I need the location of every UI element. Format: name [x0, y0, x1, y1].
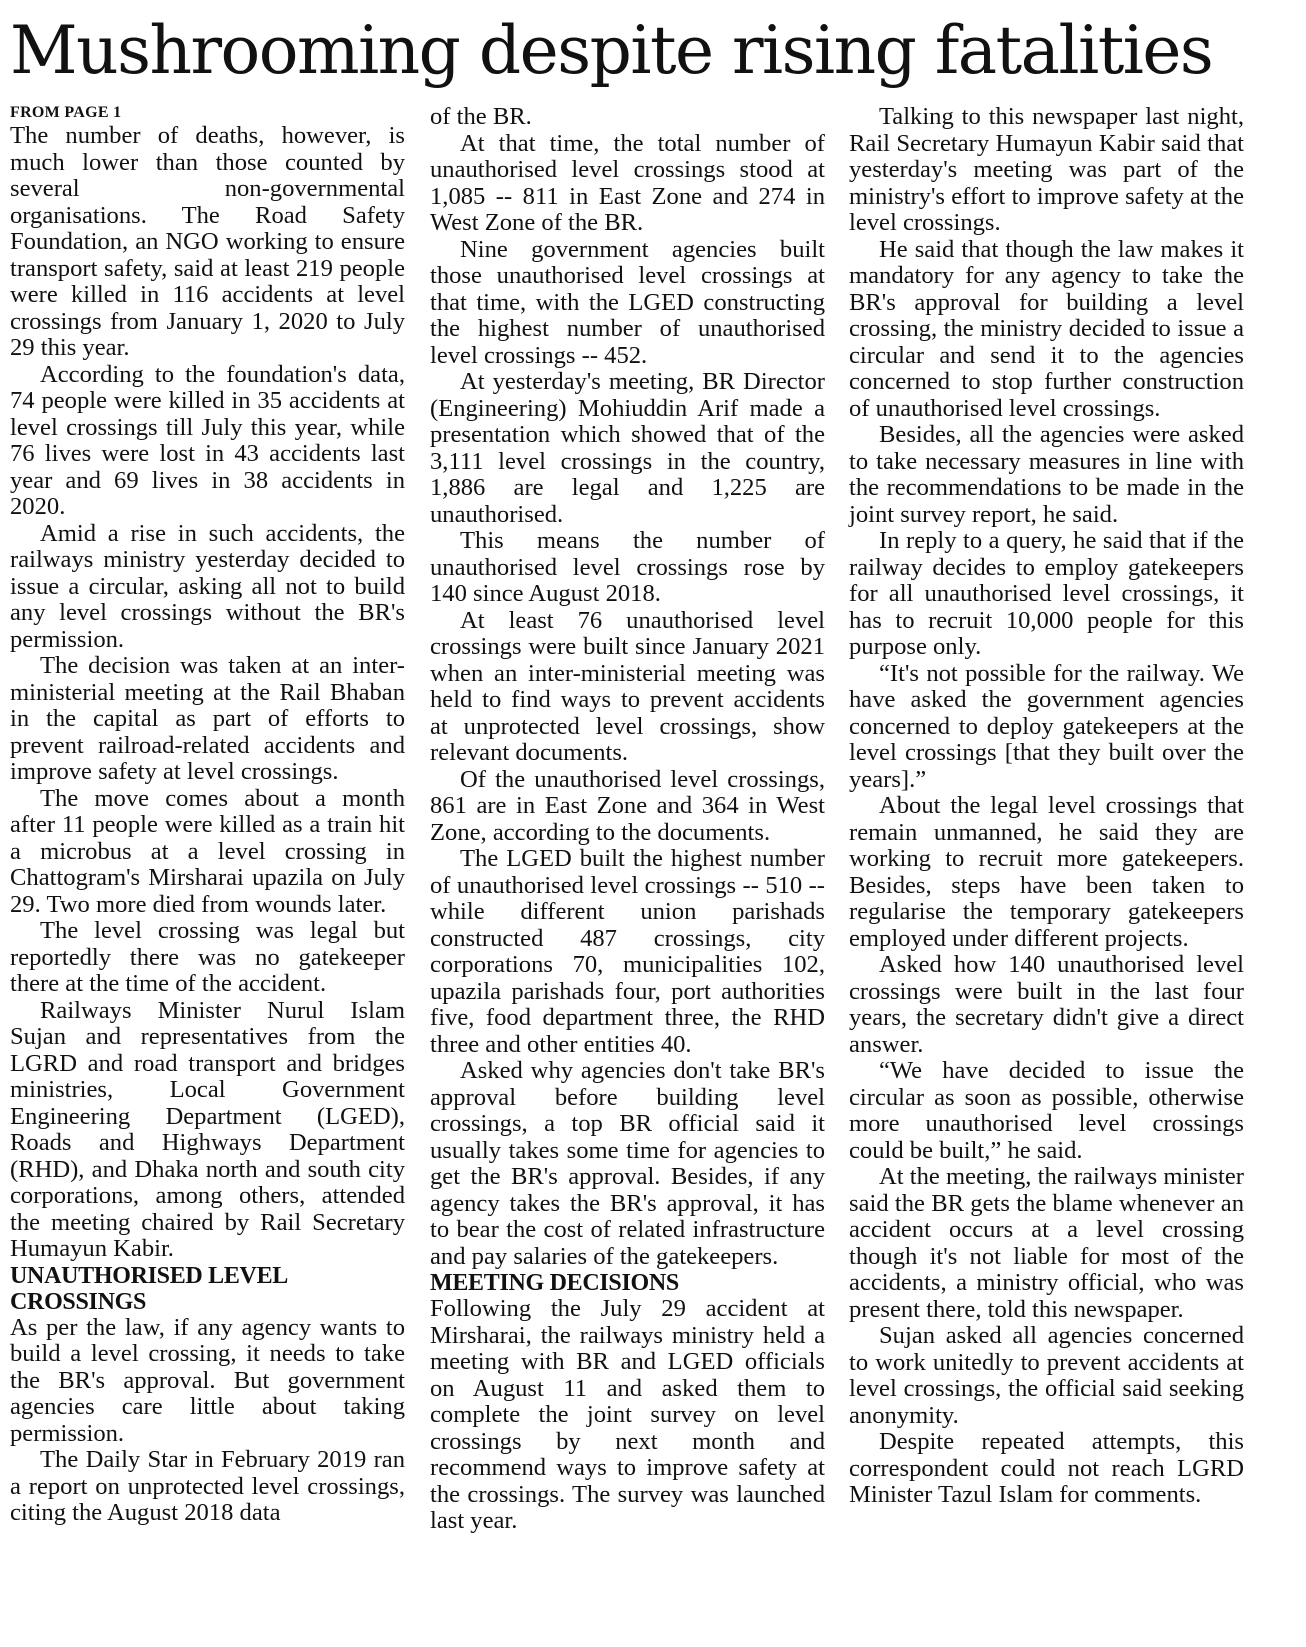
- paragraph: Asked how 140 unauthorised level crossings were built in the last four years, the secretary didn't give a direct answer.: [849, 951, 1244, 1058]
- paragraph: The LGED built the highest number of unauthorised level crossings -- 510 -- while different union parishads constructed 487 crossings, city corporations 70, municipalities 102, upazila parishads four, port authorities five, food department three, the RHD three and other entities 40.: [430, 845, 825, 1058]
- paragraph: Besides, all the agencies were asked to take necessary measures in line with the recommendations to be made in the joint survey report, he said.: [849, 421, 1244, 528]
- paragraph: In reply to a query, he said that if the railway decides to employ gatekeepers for all unauthorised level crossings, it has to recruit 10,000 people for this purpose only.: [849, 527, 1244, 660]
- paragraph: The Daily Star in February 2019 ran a report on unprotected level crossings, citing the August 2018 data: [10, 1446, 405, 1526]
- headline: Mushrooming despite rising fatalities: [10, 12, 1213, 89]
- paragraph: Railways Minister Nurul Islam Sujan and representatives from the LGRD and road transport and bridges ministries, Local Government Engineering Department (LGED), Roads and Highways Department (RHD), and Dhaka north and south city corporations, among others, attended the meeting chaired by Rail Secretary Humayun Kabir.: [10, 996, 405, 1262]
- paragraph: This means the number of unauthorised level crossings rose by 140 since August 2018.: [430, 527, 825, 607]
- paragraph: At that time, the total number of unauthorised level crossings stood at 1,085 -- 811 in East Zone and 274 in West Zone of the BR.: [430, 129, 825, 236]
- subhead-unauthorised-level-crossings: UNAUTHORISED LEVEL CROSSINGS: [10, 1262, 287, 1315]
- paragraph: He said that though the law makes it mandatory for any agency to take the BR's approval for building a level crossing, the ministry decided to issue a circular and send it to the agencies concerned to stop further construction of unauthorised level crossings.: [849, 235, 1244, 422]
- subhead-meeting-decisions: MEETING DECISIONS: [430, 1270, 679, 1296]
- paragraph: “It's not possible for the railway. We have asked the government agencies concerned to deploy gatekeepers at the level crossings [that they built over the years].”: [849, 659, 1244, 793]
- paragraph: Asked why agencies don't take BR's approval before building level crossings, a top BR official said it usually takes some time for agencies to get the BR's approval. Besides, if any agency takes the BR's approval, it has to bear the cost of related infrastructure and pay salaries of the gatekeepers.: [430, 1057, 825, 1270]
- paragraph: About the legal level crossings that remain unmanned, he said they are working to recruit more gatekeepers. Besides, steps have been taken to regularise the temporary gatekeepers employed under different projects.: [849, 792, 1244, 952]
- paragraph: Sujan asked all agencies concerned to work unitedly to prevent accidents at level crossings, the official said seeking anonymity.: [849, 1322, 1244, 1429]
- paragraph: At the meeting, the railways minister said the BR gets the blame whenever an accident occurs at a level crossing though it's not liable for most of the accidents, a ministry official, who was present there, told this newspaper.: [849, 1163, 1244, 1323]
- kicker: FROM PAGE 1: [10, 104, 122, 121]
- paragraph: of the BR.: [430, 103, 532, 130]
- paragraph: Nine government agencies built those unauthorised level crossings at that time, with the LGED constructing the highest number of unauthorised level crossings -- 452.: [430, 235, 825, 369]
- paragraph: At yesterday's meeting, BR Director (Engineering) Mohiuddin Arif made a presentation which showed that of the 3,111 level crossings in the country, 1,886 are legal and 1,225 are unauthorised.: [430, 368, 825, 528]
- paragraph: The move comes about a month after 11 people were killed as a train hit a microbus at a level crossing in Chattogram's Mirsharai upazila on July 29. Two more died from wounds later.: [10, 784, 405, 918]
- paragraph: The decision was taken at an inter-ministerial meeting at the Rail Bhaban in the capital as part of efforts to prevent railroad-related accidents and improve safety at level crossings.: [10, 652, 405, 785]
- paragraph: Of the unauthorised level crossings, 861 are in East Zone and 364 in West Zone, according to the documents.: [430, 765, 825, 846]
- column-1: [10, 104, 405, 1527]
- paragraph: Despite repeated attempts, this correspondent could not reach LGRD Minister Tazul Islam for comments.: [849, 1428, 1244, 1508]
- paragraph: According to the foundation's data, 74 people were killed in 35 accidents at level crossings till July this year, while 76 lives were lost in 43 accidents last year and 69 lives in 38 accidents in 2020.: [10, 360, 405, 520]
- paragraph: Following the July 29 accident at Mirsharai, the railways ministry held a meeting with BR and LGED officials on August 11 and asked them to complete the joint survey on level crossings by next month and recommend ways to improve safety at the crossings. The survey was launched last year.: [430, 1295, 825, 1534]
- paragraph: The level crossing was legal but reportedly there was no gatekeeper there at the time of the accident.: [10, 917, 405, 997]
- paragraph: “We have decided to issue the circular as soon as possible, otherwise more unauthorised level crossings could be built,” he said.: [849, 1057, 1244, 1164]
- paragraph: Amid a rise in such accidents, the railways ministry yesterday decided to issue a circular, asking all not to build any level crossings without the BR's permission.: [10, 519, 405, 653]
- paragraph: The number of deaths, however, is much lower than those counted by several non-governmental organisations. The Road Safety Foundation, an NGO working to ensure transport safety, said at least 219 people were killed in 116 accidents at level crossings from January 1, 2020 to July 29 this year.: [10, 122, 405, 361]
- paragraph: Talking to this newspaper last night, Rail Secretary Humayun Kabir said that yesterday's meeting was part of the ministry's effort to improve safety at the level crossings.: [849, 103, 1244, 236]
- paragraph: At least 76 unauthorised level crossings were built since January 2021 when an inter-ministerial meeting was held to find ways to prevent accidents at unprotected level crossings, show relevant documents.: [430, 606, 825, 766]
- column-2: [430, 104, 825, 1535]
- paragraph: As per the law, if any agency wants to build a level crossing, it needs to take the BR's approval. But government agencies care little about taking permission.: [10, 1313, 405, 1447]
- column-3: [849, 104, 1244, 1509]
